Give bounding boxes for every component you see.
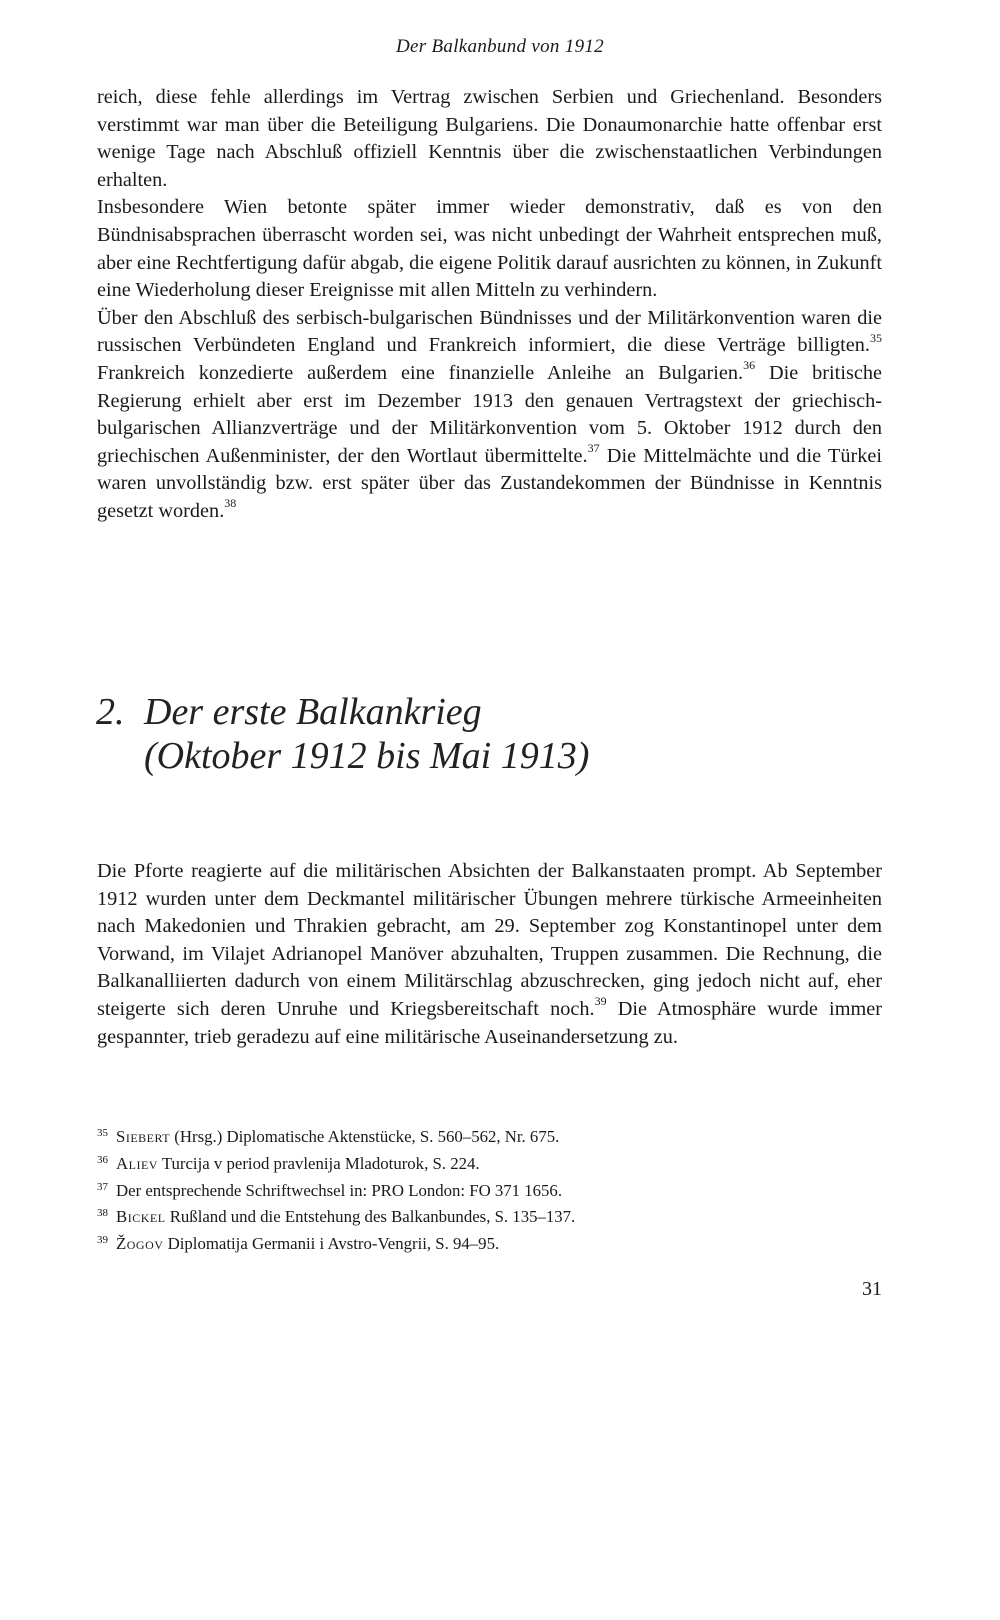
footnote-text: Diplomatija Germanii i Avstro-Vengrii, S. 94–95. <box>163 1234 500 1254</box>
paragraph-text: Die Pforte reagierte auf die militärischen Absichten der Balkanstaaten prompt. Ab September 1912 wurden unter dem Deckmantel militärischer Übungen mehrere türkische Armeeinheiten nach Makedonien und Thrakien gebracht, am 29. September zog Konstantinopel unter dem Vorwand, im Vilajet Adrianopel Manöver abzuhalten, Truppen zusammen. Die Rechnung, die Balkanalliierten dadurch von einem Militärschlag abzuschrecken, ging jedoch nicht auf, eher steigerte sich deren Unruhe und Kriegsbereitschaft noch. <box>97 860 882 1020</box>
footnote-text: Der entsprechende Schriftwechsel in: PRO London: FO 371 1656. <box>116 1180 563 1200</box>
footnote-reference: 36 <box>743 358 756 373</box>
paragraph-text: Insbesondere Wien betonte später immer wieder demonstrativ, daß es von den Bündnisabsprachen überrascht worden sei, was nicht unbedingt der Wahrheit entsprechen muß, aber eine Rechtfertigung dafür abgab, die eigene Politik darauf ausrichten zu können, in Zukunft eine Wiederholung dieser Ereignisse mit allen Mitteln zu verhindern. <box>97 196 882 302</box>
footnote-author: Žogov <box>116 1234 164 1254</box>
footnote-text: Rußland und die Entstehung des Balkanbundes, S. 135–137. <box>165 1207 576 1227</box>
paragraph-text: Die Atmosphäre wurde immer gespannter, trieb geradezu auf eine militärische Auseinandersetzung zu. <box>97 997 883 1048</box>
paragraph-text: reich, diese fehle allerdings im Vertrag zwischen Serbien und Griechenland. Besonders verstimmt war man über die Beteiligung Bulgariens. Die Donaumonarchie hatte offenbar erst wenige Tage nach Abschluß offiziell Kenntnis über die zwischenstaatlichen Verbindungen erhalten. <box>97 86 882 191</box>
footnote-author: Bickel <box>116 1207 166 1227</box>
paragraph <box>97 194 882 304</box>
footnote-reference: 38 <box>224 496 237 511</box>
page-number: 31 <box>862 1278 882 1300</box>
footnote <box>97 1179 882 1206</box>
footnote-author: Siebert <box>116 1127 171 1146</box>
footnote-number: 39 <box>97 1234 108 1247</box>
footnote-author: Aliev <box>116 1153 158 1173</box>
paragraph-text: Die britische Regierung erhielt aber erst im Dezember 1913 den genauen Vertragstext der griechisch-bulgarischen Allianzverträge und der Militärkonvention vom 5. Oktober 1912 durch den griechischen Außenminister, der den Wortlaut übermittelte. <box>97 361 882 467</box>
running-head: Der Balkanbund von 1912 <box>396 36 604 57</box>
footnote-reference: 39 <box>594 994 607 1009</box>
body-text-bottom <box>97 858 882 1051</box>
footnote <box>97 1232 882 1259</box>
footnote-number: 37 <box>97 1180 108 1193</box>
body-text-top <box>97 84 882 526</box>
paragraph <box>97 84 882 194</box>
footnote-number: 36 <box>97 1153 108 1166</box>
footnote <box>97 1205 882 1232</box>
paragraph <box>97 858 882 1051</box>
footnote-reference: 37 <box>587 440 600 455</box>
footnote-text: (Hrsg.) Diplomatische Aktenstücke, S. 560–562, Nr. 675. <box>170 1127 560 1146</box>
section-title-line-1: Der erste Balkankrieg <box>144 691 482 733</box>
paragraph-text: Frankreich konzedierte außerdem eine finanzielle Anleihe an Bulgarien. <box>97 361 744 384</box>
footnote <box>97 1125 882 1152</box>
section-heading <box>96 690 896 778</box>
section-number: 2. <box>96 691 125 733</box>
footnote-number: 38 <box>97 1207 108 1220</box>
footnote-number: 35 <box>97 1127 108 1139</box>
section-title-line-2: (Oktober 1912 bis Mai 1913) <box>144 735 590 777</box>
paragraph-text: Über den Abschluß des serbisch-bulgarischen Bündnisses und der Militärkonvention waren die russischen Verbündeten England und Frankreich informiert, die diese Verträge billigten. <box>97 306 882 357</box>
paragraph-text: Die Mittelmächte und die Türkei waren unvollständig bzw. erst später über das Zustandekommen der Bündnisse in Kenntnis gesetzt worden. <box>97 444 882 522</box>
paragraph <box>97 305 882 526</box>
footnotes <box>97 1125 882 1259</box>
footnote <box>97 1152 882 1179</box>
footnote-reference: 35 <box>870 330 882 345</box>
footnote-text: Turcija v period pravlenija Mladoturok, S. 224. <box>157 1153 480 1173</box>
